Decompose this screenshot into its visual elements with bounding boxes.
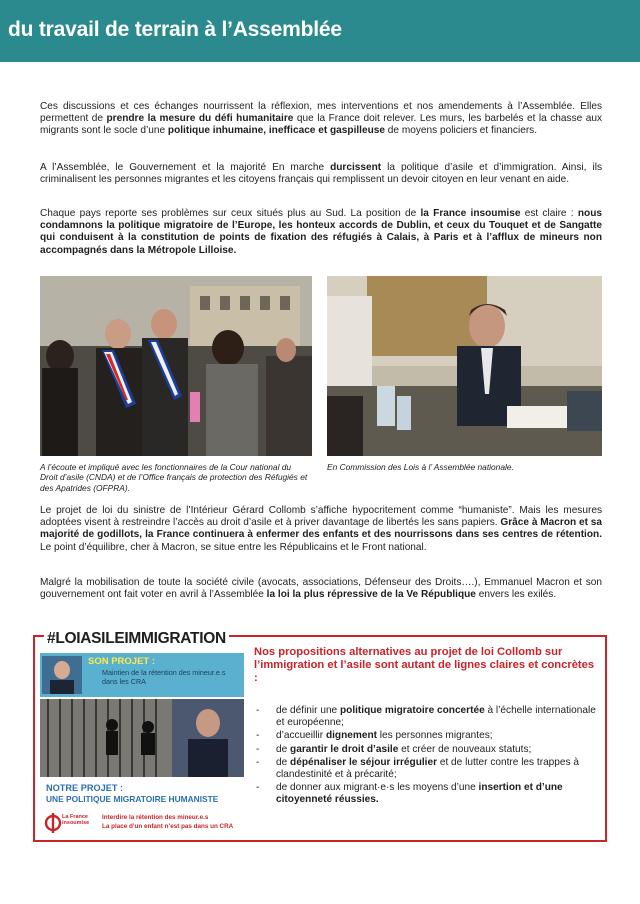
text: que la France doit relever. Les murs, les barbelés et la chasse aux migrants sont le socle d’une (40, 113, 602, 137)
list-item (254, 730, 599, 742)
bold-text: garantir le droit d’asile (290, 743, 399, 755)
text: de moyens policiers et financiers. (385, 125, 538, 137)
bullet-dash: - (256, 756, 260, 768)
text: de donner aux migrant·e·s les moyens d’une (276, 782, 479, 794)
text: et de lutter contre les trappes à clandestinité et à précarité; (276, 756, 579, 781)
bold-text: dignement (325, 730, 377, 742)
bold-text: durcissent (330, 162, 382, 173)
detention-illustration (40, 699, 244, 777)
bold-text: la loi la plus répressive de la Ve République (266, 589, 476, 601)
list-item (254, 744, 599, 756)
bullet-dash: - (256, 730, 260, 742)
bold-text: insertion et d’une citoyenneté réussies. (276, 782, 563, 806)
lfi-name: La France insoumise (62, 814, 90, 826)
bold-text: dépénaliser le séjour irrégulier (290, 756, 438, 768)
notre-projet-label: NOTRE PROJET : (46, 783, 124, 793)
paragraph-assembly (40, 162, 602, 186)
text: Le projet de loi du sinistre de l’Intérieur Gérard Collomb s’affiche hypocritement comme “humaniste”. Mais les mesures adoptées visent à restreindre l’accès au droit d’asile et à priver davantage de libertés les sans papiers. (40, 505, 602, 529)
bullet-dash: - (256, 782, 260, 794)
header-band (0, 0, 640, 62)
bold-text: Grâce à Macron et sa majorité de godillots, la France continuera à enfermer des enfants et des nourrissons dans ses centres de rétention. (40, 517, 602, 541)
caption-photo-cnda: A l’écoute et impliqué avec les fonctionnaires de la Cour national du Droit d’asile (CNDA) et de l’Office français de protection des Réfugiés et des Apatrides (OFPRA). (40, 462, 308, 493)
list-item (254, 705, 599, 729)
bold-text: politique migratoire concertée (339, 705, 485, 716)
paragraph-intro (40, 101, 602, 138)
text: envers les exilés. (475, 589, 557, 601)
detention-image (40, 699, 244, 777)
photo-commission-illustration (327, 276, 602, 456)
bold-text: prendre la mesure du défi humanitaire (106, 113, 294, 125)
son-projet-label: SON PROJET : (88, 656, 156, 667)
son-projet-panel (40, 653, 244, 697)
campaign-visual (40, 653, 244, 837)
bold-text: nous condamnons la politique migratoire de l’Europe, les honteux accords de Dublin, et ceux du Touquet et de Sangatte qui conduisent à la constitution de points de fixation des réfugiés à Calais, à Paris et à l’afflux de mineurs non accompagnés dans la Métropole Lilloise. (40, 208, 602, 256)
bullet-dash: - (256, 705, 260, 716)
text: la politique d’asile et d’immigration. Ainsi, ils criminalisent les personnes migrantes et les citoyens français qui remplissent un devoir citoyen en leur venant en aide. (40, 162, 602, 186)
text: à l’échelle internationale et européenne; (276, 705, 596, 729)
lfi-line-2: La place d’un enfant n’est pas dans un CRA (102, 823, 234, 830)
text: de définir une (276, 705, 340, 716)
proposals-list (254, 705, 599, 808)
photo-commission-des-lois (327, 276, 602, 456)
photo-cnda-meeting (40, 276, 312, 456)
text: Ces discussions et ces échanges nourrissent la réflexion, mes interventions et nos amendements à l’Assemblée. Elles permettent de (40, 101, 602, 125)
lfi-line-1: Interdire la rétention des mineur.e.s (102, 814, 209, 821)
son-projet-text: Maintien de la rétention des mineur.e.s dans les CRA (102, 668, 226, 686)
text: Chaque pays reporte ses problèmes sur ceux situés plus au Sud. La position de (40, 208, 421, 219)
text: les personnes migrantes; (376, 730, 493, 742)
paragraph-position (40, 208, 602, 257)
list-item (254, 782, 599, 806)
list-item (254, 757, 599, 781)
bold-text: la France insoumise (420, 208, 521, 219)
hashtag-title: #LOIASILEIMMIGRATION (44, 630, 229, 648)
macron-portrait (42, 656, 82, 694)
page-title: du travail de terrain à l’Assemblée (8, 18, 342, 41)
bold-text: politique inhumaine, inefficace et gaspilleuse (167, 125, 385, 137)
text: de (276, 756, 291, 768)
lfi-message (102, 813, 244, 831)
photo-cnda-illustration (40, 276, 312, 456)
text: et créer de nouveaux statuts; (398, 743, 532, 755)
text: d’accueillir (276, 730, 326, 742)
paragraph-collomb-law (40, 505, 602, 554)
proposals-title: Nos propositions alternatives au projet de loi Collomb sur l’immigration et l’asile sont autant de lignes claires et concrètes : (254, 646, 595, 685)
text: Le point d’équilibre, cher à Macron, se situe entre les Républicains et le Front national. (40, 541, 427, 553)
bullet-dash: - (256, 743, 260, 755)
caption-photo-commission: En Commission des Lois à l’ Assemblée nationale. (327, 462, 514, 472)
text: A l’Assemblée, le Gouvernement et la majorité En marche (40, 162, 331, 173)
text: est claire : (520, 208, 578, 219)
text: de (276, 743, 291, 755)
paragraph-mobilisation (40, 577, 602, 601)
notre-projet-subtitle: UNE POLITIQUE MIGRATOIRE HUMANISTE (46, 794, 219, 804)
text: Malgré la mobilisation de toute la société civile (avocats, associations, Défenseur des Droits….), Emmanuel Macron et son gouvernement ont fait voter en avril à l’Assemblée (40, 577, 602, 601)
